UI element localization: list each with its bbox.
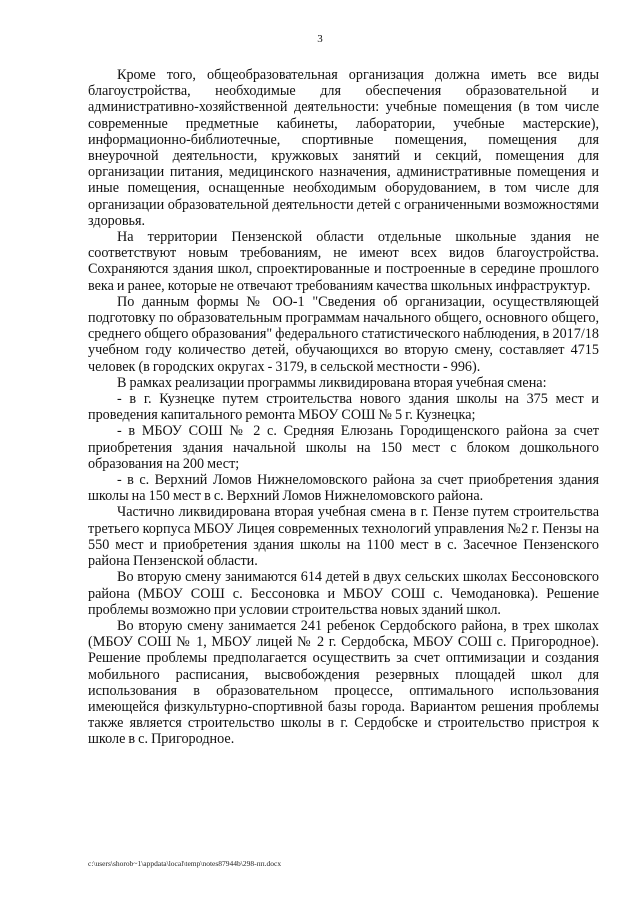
page-number: 3 [317, 33, 323, 45]
paragraph-statistics: По данным формы № ОО-1 "Сведения об организации, осуществляющей подготовку по образовательным программам начального общего, основного общего, среднего общего образования" федерального статистического наблюдения, в 2017/18 учебном году количество детей, обучающихся во вторую смену, составляет 4715 человек (в городских округах - 3179, в сельской местности - 996). [88, 293, 599, 375]
list-item-srednyaya-elyuzan: - в МБОУ СОШ № 2 с. Средняя Елюзань Городищенского района за счет приобретения здания начальной школы на 150 мест с блоком дошкольного образования на 200 мест; [88, 423, 599, 472]
paragraph-facilities: Кроме того, общеобразовательная организация должна иметь все виды благоустройства, необходимые для обеспечения образовательной и административно-хозяйственной деятельности: учебные помещения (в том числе современные предметные кабинеты, лаборатории, учебные мастерские), информационно-библиотечные, спортивные помещения, помещения для внеурочной деятельности, кружковых занятий и секций, помещения для организации питания, медицинского назначения, административные помещения и иные помещения, оснащенные необходимым оборудованием, в том числе для организации образовательной деятельности детей с ограниченными возможностями здоровья. [88, 67, 599, 229]
document-body [88, 67, 599, 748]
paragraph-penza: Частично ликвидирована вторая учебная смена в г. Пензе путем строительства третьего корпуса МБОУ Лицея современных технологий управления №2 г. Пензы на 550 мест и приобретения здания школы на 1100 мест в с. Засечное Пензенского района Пензенской области. [88, 504, 599, 570]
paragraph-second-shift-intro: В рамках реализации программы ликвидирована вторая учебная смена: [117, 374, 547, 391]
paragraph-serdobsk: Во вторую смену занимается 241 ребенок Сердобского района, в трех школах (МБОУ СОШ № 1, МБОУ лицей № 2 г. Сердобска, МБОУ СОШ с. Пригородное). Решение проблемы предполагается осуществить за счет оптимизации и создания мобильного расписания, высвобождения резервных площадей школ для использования в образовательном процессе, оптимального использования имеющейся физкультурно-спортивной базы города. Вариантом решения проблемы также является строительство школы в г. Сердобске и строительство пристроя к школе в с. Пригородное. [88, 617, 599, 748]
paragraph-bessonovka: Во вторую смену занимаются 614 детей в двух сельских школах Бессоновского района (МБОУ СОШ с. Бессоновка и МБОУ СОШ с. Чемодановка). Решение проблемы возможно при условии строительства новых зданий школ. [88, 569, 599, 618]
paragraph-buildings: На территории Пензенской области отдельные школьные здания не соответствуют новым требованиям, не имеют всех видов благоустройства. Сохраняются здания школ, спроектированные и построенные в середине прошлого века и ранее, которые не отвечают требованиям качества школьных инфраструктур. [88, 229, 599, 294]
list-item-kuznetsk: - в г. Кузнецке путем строительства нового здания школы на 375 мест и проведения капитального ремонта МБОУ СОШ № 5 г. Кузнецка; [88, 391, 599, 424]
list-item-verkhny-lomov: - в с. Верхний Ломов Нижнеломовского района за счет приобретения здания школы на 150 мест в с. Верхний Ломов Нижнеломовского района. [88, 472, 599, 505]
footer-file-path: c:\users\shorob~1\appdata\local\temp\notes87944b\298-пп.docx [88, 859, 282, 868]
